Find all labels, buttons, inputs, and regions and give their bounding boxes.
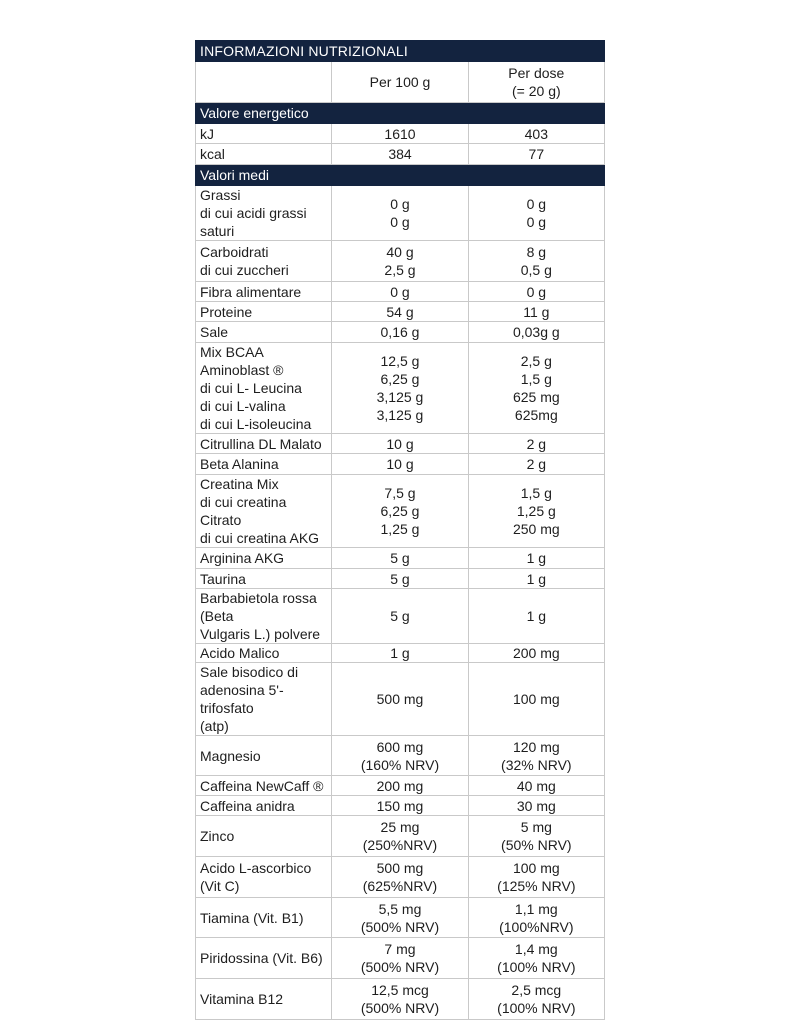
value-per-dose-line: (50% NRV) [501, 837, 572, 853]
value-per-dose [468, 938, 604, 979]
nutrient-name [196, 241, 332, 282]
nutrient-name-line: Caffeina NewCaff ® [200, 777, 324, 794]
value-per-100g [332, 475, 468, 548]
value-per-100g-line: 500 mg [376, 691, 424, 707]
value-per-dose-line: 77 [528, 146, 545, 162]
value-per-100g [332, 454, 468, 475]
header-per-dose-line: Per dose [508, 65, 565, 81]
header-per-100g: Per 100 g [332, 62, 468, 103]
nutrient-name-line: Arginina AKG [200, 550, 285, 566]
value-per-100g [332, 124, 468, 144]
nutrient-name-line: Magnesio [200, 747, 261, 764]
nutrient-name [196, 644, 332, 663]
value-per-100g [332, 898, 468, 938]
value-per-dose [468, 979, 604, 1020]
table-row [196, 322, 605, 343]
nutrition-table [195, 40, 605, 1020]
value-per-100g [332, 816, 468, 857]
nutrient-name-line: di cui acidi grassi saturi [200, 205, 307, 239]
value-per-dose-line: (125% NRV) [497, 878, 576, 894]
nutrient-name-line: di cui L-valina [200, 398, 286, 414]
value-per-dose-line: 1 g [526, 550, 547, 566]
table-title-row [196, 41, 605, 62]
value-per-100g-line: 7 mg [384, 941, 416, 957]
header-per-dose [468, 62, 604, 103]
value-per-100g-line: 1 g [390, 645, 410, 661]
value-per-100g-line: 6,25 g [380, 371, 420, 387]
nutrient-name [196, 663, 332, 736]
value-per-dose-line: 2,5 mcg [511, 982, 562, 998]
value-per-100g-line: 10 g [386, 456, 414, 472]
value-per-100g-line: 1,25 g [380, 521, 420, 537]
table-row [196, 589, 605, 644]
value-per-100g [332, 144, 468, 165]
table-row [196, 434, 605, 454]
table-row [196, 816, 605, 857]
value-per-100g-line: 3,125 g [376, 389, 424, 405]
nutrient-name [196, 434, 332, 454]
value-per-dose-line: 0,5 g [520, 262, 552, 278]
value-per-100g [332, 241, 468, 282]
value-per-100g-line: 150 mg [376, 797, 424, 814]
value-per-dose-line: 0 g [526, 283, 547, 300]
nutrient-name-line: Tiamina (Vit. B1) [200, 909, 304, 926]
table-row [196, 776, 605, 796]
table-row [196, 282, 605, 302]
nutrient-name-line: Beta Alanina [200, 456, 279, 472]
section-heading: Valori medi [196, 165, 605, 186]
value-per-100g-line: 40 g [386, 244, 414, 260]
table-row [196, 857, 605, 898]
value-per-100g [332, 569, 468, 589]
section-header-row [196, 103, 605, 124]
table-row [196, 144, 605, 165]
table-row [196, 186, 605, 241]
value-per-100g-line: 384 [388, 146, 412, 162]
value-per-dose-line: 5 mg [520, 819, 552, 835]
table-row [196, 343, 605, 434]
nutrient-name-line: di cui creatina Citrato [200, 494, 287, 528]
value-per-100g-line: 7,5 g [384, 485, 416, 501]
value-per-dose-line: 11 g [523, 303, 550, 320]
value-per-100g [332, 736, 468, 776]
value-per-dose [468, 322, 604, 343]
nutrient-name-line: adenosina 5'-trifosfato [200, 682, 284, 716]
nutrient-name-line: Caffeina anidra [200, 797, 295, 814]
nutrient-name [196, 796, 332, 816]
section-header-row [196, 165, 605, 186]
value-per-100g-line: 200 mg [376, 777, 424, 794]
value-per-100g-line: (160% NRV) [360, 756, 440, 773]
table-row [196, 898, 605, 938]
value-per-dose [468, 569, 604, 589]
table-row [196, 736, 605, 776]
nutrient-name-line: Vitamina B12 [200, 991, 284, 1007]
value-per-100g [332, 434, 468, 454]
value-per-dose-line: 40 mg [516, 777, 556, 794]
nutrient-name-line: Fibra alimentare [200, 283, 302, 300]
value-per-100g-line: 5,5 mg [378, 900, 422, 917]
value-per-100g-line: 5 g [390, 608, 410, 624]
value-per-100g-line: 500 mg [376, 860, 424, 876]
value-per-dose-line: 0 g [526, 196, 547, 212]
value-per-dose-line: 2 g [526, 456, 547, 472]
nutrient-name-line: Proteine [200, 303, 253, 320]
value-per-dose [468, 589, 604, 644]
value-per-dose-line: 403 [524, 125, 548, 142]
nutrient-name [196, 302, 332, 322]
section-heading: Valore energetico [196, 103, 605, 124]
value-per-dose-line: (100% NRV) [497, 1000, 576, 1016]
value-per-dose [468, 241, 604, 282]
nutrient-name [196, 938, 332, 979]
value-per-dose-line: (32% NRV) [501, 756, 572, 773]
table-row [196, 124, 605, 144]
value-per-100g-line: 10 g [386, 435, 414, 452]
value-per-dose-line: 1,1 mg [514, 900, 558, 917]
nutrient-name-line: Acido Malico [200, 645, 280, 661]
table-row [196, 454, 605, 475]
value-per-100g-line: 3,125 g [376, 407, 424, 423]
nutrient-name-line: Barbabietola rossa (Beta [200, 590, 317, 624]
nutrient-name-line: Mix BCAA Aminoblast ® [200, 344, 284, 378]
value-per-100g [332, 186, 468, 241]
value-per-100g-line: (250%NRV) [362, 837, 438, 853]
nutrient-name [196, 816, 332, 857]
table-row [196, 796, 605, 816]
nutrient-name [196, 124, 332, 144]
value-per-100g-line: 0 g [390, 214, 410, 230]
nutrient-name-line: Creatina Mix [200, 476, 279, 492]
nutrient-name [196, 857, 332, 898]
table-row [196, 569, 605, 589]
value-per-dose-line: 1,5 g [520, 485, 552, 501]
value-per-dose [468, 548, 604, 569]
value-per-dose-line: 0 g [526, 214, 547, 230]
table-row [196, 979, 605, 1020]
table-row [196, 241, 605, 282]
table-row [196, 302, 605, 322]
value-per-100g [332, 938, 468, 979]
value-per-100g [332, 644, 468, 663]
nutrient-name-line: Carboidrati [200, 244, 269, 260]
value-per-dose [468, 454, 604, 475]
nutrient-name-line: (atp) [200, 718, 229, 734]
nutrient-name-line: Sale [200, 324, 229, 340]
value-per-dose [468, 144, 604, 165]
value-per-100g-line: 0 g [390, 283, 410, 300]
value-per-dose-line: 1 g [526, 608, 547, 624]
value-per-100g-line: 25 mg [380, 819, 420, 835]
value-per-dose [468, 796, 604, 816]
table-row [196, 548, 605, 569]
value-per-100g-line: 1610 [384, 125, 416, 142]
value-per-100g-line: 0 g [390, 196, 410, 212]
value-per-dose [468, 644, 604, 663]
value-per-100g [332, 343, 468, 434]
nutrient-name [196, 898, 332, 938]
header-per-dose-line: (= 20 g) [512, 83, 561, 99]
nutrient-name [196, 186, 332, 241]
nutrient-name-line: di cui creatina AKG [200, 530, 320, 546]
value-per-dose [468, 302, 604, 322]
nutrient-name [196, 776, 332, 796]
table-row [196, 475, 605, 548]
nutrient-name-line: di cui zuccheri [200, 262, 289, 278]
nutrient-name [196, 454, 332, 475]
value-per-100g [332, 589, 468, 644]
value-per-100g-line: 12,5 mcg [371, 982, 429, 998]
nutrient-name-line: Zinco [200, 828, 235, 844]
value-per-dose [468, 898, 604, 938]
value-per-dose [468, 434, 604, 454]
value-per-dose [468, 857, 604, 898]
value-per-dose-line: 100 mg [512, 691, 560, 707]
value-per-dose-line: 250 mg [512, 521, 560, 537]
value-per-100g [332, 979, 468, 1020]
nutrient-name-line: Citrullina DL Malato [200, 435, 322, 452]
value-per-dose [468, 343, 604, 434]
nutrient-name [196, 736, 332, 776]
value-per-100g [332, 796, 468, 816]
table-row [196, 644, 605, 663]
value-per-dose-line: 120 mg [512, 738, 560, 755]
nutrient-name [196, 979, 332, 1020]
value-per-dose-line: 30 mg [516, 797, 556, 814]
value-per-100g [332, 548, 468, 569]
value-per-100g [332, 663, 468, 736]
value-per-dose [468, 736, 604, 776]
value-per-100g-line: 54 g [386, 303, 414, 320]
nutrient-name [196, 569, 332, 589]
value-per-dose-line: 1,5 g [520, 371, 552, 387]
nutrient-name [196, 475, 332, 548]
value-per-dose-line: 1,4 mg [514, 941, 558, 957]
value-per-dose-line: 625mg [514, 407, 558, 423]
nutrient-name-line: kJ [200, 125, 214, 142]
nutrient-name-line: Vulgaris L.) polvere [200, 626, 321, 642]
value-per-dose [468, 816, 604, 857]
nutrient-name-line: Piridossina (Vit. B6) [200, 950, 323, 966]
nutrient-name-line: di cui L- Leucina [200, 380, 302, 396]
nutrient-name [196, 548, 332, 569]
value-per-100g-line: 5 g [390, 570, 410, 587]
value-per-100g-line: 12,5 g [380, 353, 420, 369]
nutrient-name-line: kcal [200, 146, 225, 162]
value-per-dose-line: 1,25 g [516, 503, 556, 519]
nutrient-name-line: di cui L-isoleucina [200, 416, 312, 432]
value-per-dose-line: (100% NRV) [497, 959, 576, 975]
value-per-dose-line: 2,5 g [520, 353, 552, 369]
nutrient-name [196, 144, 332, 165]
header-blank-cell [196, 62, 332, 103]
value-per-dose-line: 200 mg [512, 645, 560, 661]
nutrient-name-line: Acido L-ascorbico (Vit C) [200, 860, 312, 894]
value-per-100g [332, 282, 468, 302]
nutrient-name-line: Sale bisodico di [200, 664, 299, 680]
value-per-dose [468, 282, 604, 302]
value-per-dose [468, 186, 604, 241]
table-title: INFORMAZIONI NUTRIZIONALI [196, 41, 605, 62]
nutrient-name [196, 343, 332, 434]
value-per-dose-line: 0,03g g [512, 324, 560, 340]
column-header-row [196, 62, 605, 103]
value-per-100g [332, 302, 468, 322]
nutrient-name-line: Taurina [200, 570, 246, 587]
value-per-100g-line: 6,25 g [380, 503, 420, 519]
nutrient-name [196, 322, 332, 343]
value-per-dose-line: 100 mg [512, 860, 560, 876]
table-row [196, 663, 605, 736]
value-per-100g-line: (500% NRV) [360, 1000, 440, 1016]
nutrient-name-line: Grassi [200, 187, 241, 203]
value-per-100g-line: (625%NRV) [362, 878, 438, 894]
value-per-dose [468, 663, 604, 736]
value-per-100g-line: (500% NRV) [360, 959, 440, 975]
nutrient-name [196, 589, 332, 644]
value-per-dose-line: 2 g [526, 435, 547, 452]
value-per-100g [332, 776, 468, 796]
table-row [196, 938, 605, 979]
value-per-100g-line: 2,5 g [384, 262, 416, 278]
value-per-dose-line: 625 mg [512, 389, 560, 405]
value-per-dose-line: 1 g [526, 570, 547, 587]
value-per-100g-line: 600 mg [376, 738, 424, 755]
value-per-dose [468, 475, 604, 548]
value-per-dose-line: (100%NRV) [499, 918, 574, 935]
value-per-100g-line: (500% NRV) [360, 918, 440, 935]
value-per-100g [332, 857, 468, 898]
value-per-100g [332, 322, 468, 343]
value-per-100g-line: 0,16 g [380, 324, 420, 340]
value-per-dose [468, 776, 604, 796]
nutrient-name [196, 282, 332, 302]
value-per-dose-line: 8 g [526, 244, 547, 260]
value-per-dose [468, 124, 604, 144]
value-per-100g-line: 5 g [390, 550, 410, 566]
